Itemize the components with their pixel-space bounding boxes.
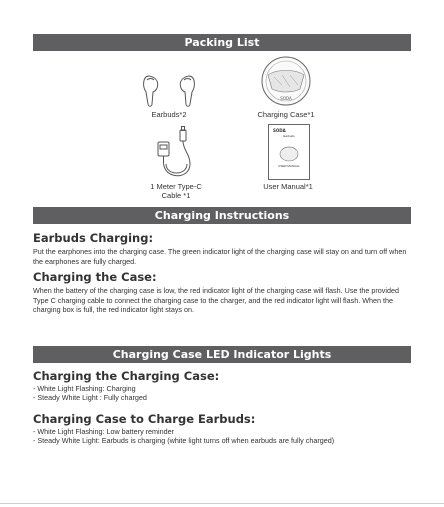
manual-brand: SODA <box>273 128 286 133</box>
bottom-divider <box>0 503 444 504</box>
led-section2-line2: - Steady White Light: Earbuds is charging (white light turns off when earbuds are fully charged) <box>33 436 335 445</box>
earbuds-caption: Earbuds*2 <box>151 110 187 119</box>
manual-footer: USER MANUAL <box>278 164 300 168</box>
led-section2-title: Charging Case to Charge Earbuds: <box>33 412 256 426</box>
charging-instructions-heading: Charging Instructions <box>33 207 411 224</box>
earbuds-charging-title: Earbuds Charging: <box>33 231 154 245</box>
earbuds-icon <box>139 70 199 110</box>
led-section2-line1: - White Light Flashing: Low battery reminder <box>33 427 175 436</box>
manual-model: Earbuds <box>283 134 295 138</box>
user-manual-caption: User Manual*1 <box>263 182 313 191</box>
led-indicator-heading: Charging Case LED Indicator Lights <box>33 346 411 363</box>
led-section1-line1: - White Light Flashing: Charging <box>33 384 136 393</box>
user-manual-icon <box>268 124 310 180</box>
cable-caption: 1 Meter Type-C Cable *1 <box>150 182 202 200</box>
led-section1-line2: - Steady White Light : Fully charged <box>33 393 147 402</box>
manual-case-illustration <box>269 138 309 164</box>
charging-case-title: Charging the Case: <box>33 270 157 284</box>
earbuds-charging-text: Put the earphones into the charging case. The green indicator light of the charging case will stay on and turn off when the earphones are fully charged. <box>33 247 407 266</box>
charging-case-caption: Charging Case*1 <box>257 110 315 119</box>
case-brand-text: SODA <box>280 96 292 101</box>
type-c-cable-icon <box>152 126 202 182</box>
packing-list-heading: Packing List <box>33 34 411 51</box>
charging-case-icon <box>260 55 312 107</box>
charging-case-text: When the battery of the charging case is low, the red indicator light of the charging case will flash. Use the provided Type C charging cable to connect the charging case to the charger, and the red indicator light will flash. When the charging box is full, the red indicator light stays on. <box>33 286 399 315</box>
led-section1-title: Charging the Charging Case: <box>33 369 220 383</box>
